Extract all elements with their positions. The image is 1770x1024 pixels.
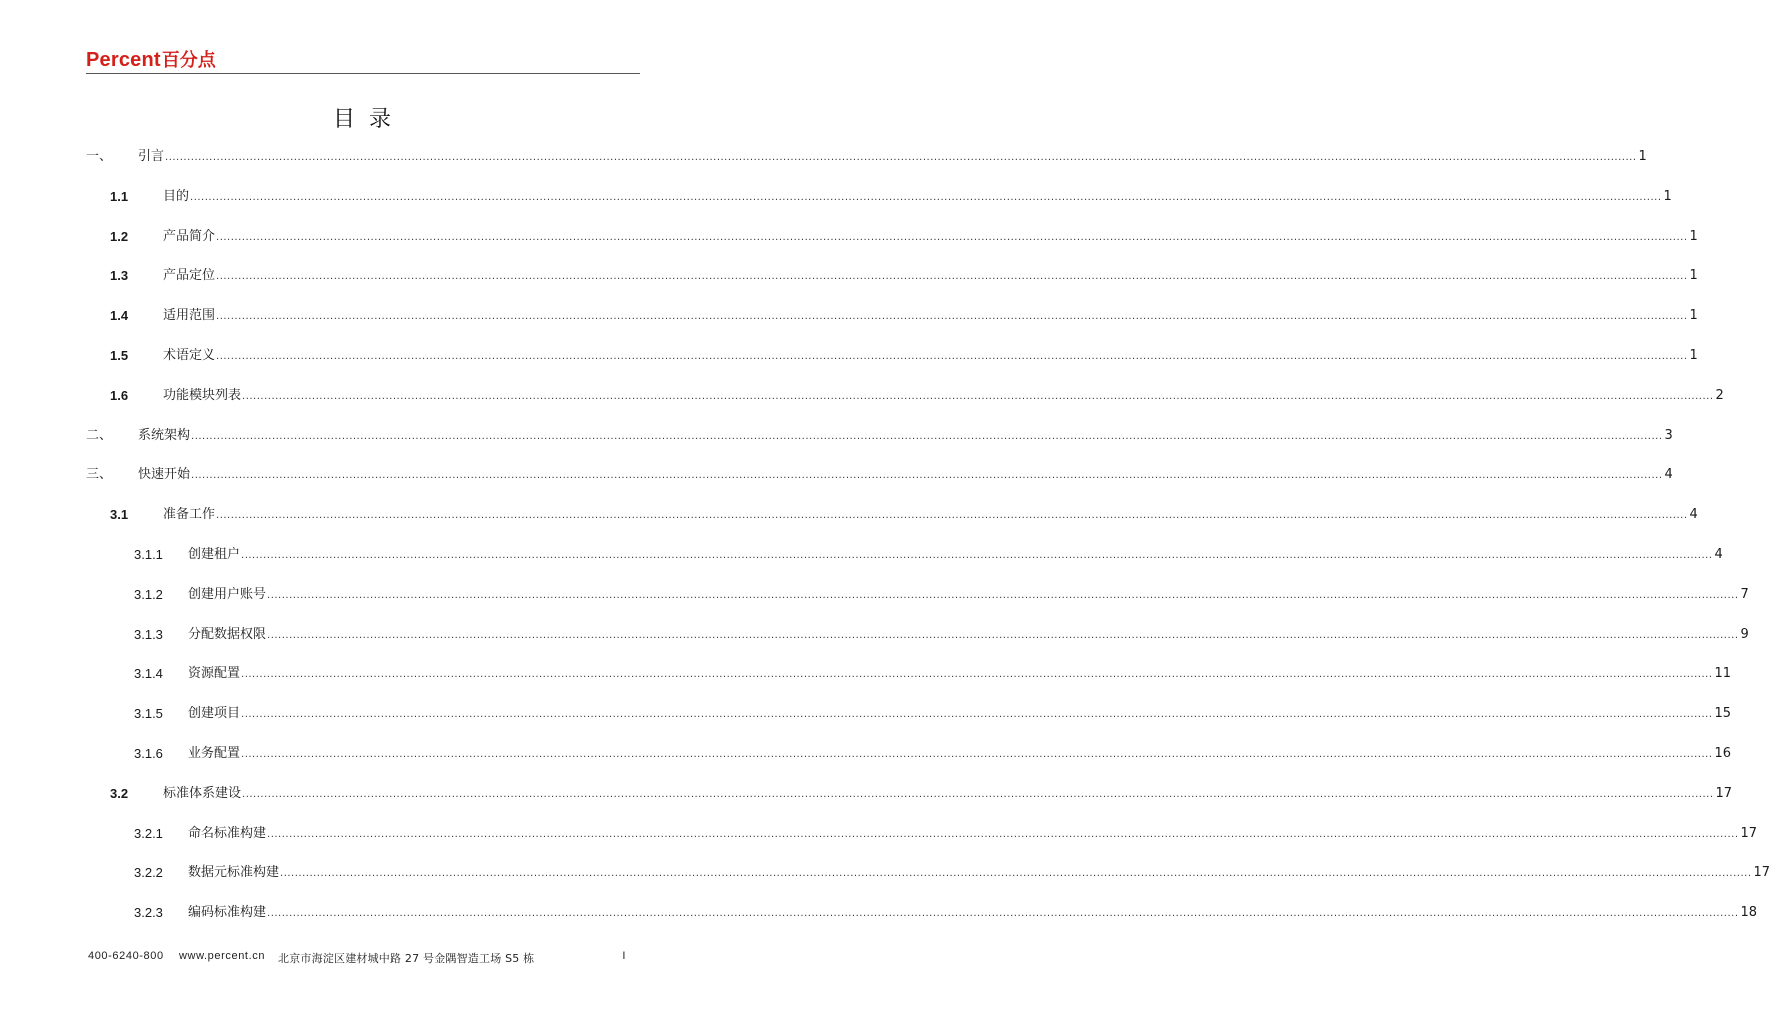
toc-entry-number: 1.3 <box>110 268 129 284</box>
toc-entry-dot-leader: ................................................................................................................................................................................................................................................................................................................................................................................................................ <box>280 868 1752 880</box>
toc-entry[interactable] <box>86 664 1732 684</box>
toc-entry-number: 3.2.3 <box>134 905 163 921</box>
toc-entry-page-number: 3 <box>1664 427 1673 443</box>
toc-entry-leader-line <box>188 664 1732 685</box>
toc-entry-page-number: 4 <box>1714 547 1723 562</box>
toc-entry-page-number: 2 <box>1715 387 1724 403</box>
toc-entry-number: 3.2 <box>110 785 129 801</box>
toc-entry-title: 分配数据权限 <box>188 625 267 645</box>
toc-entry-leader-line <box>163 386 1724 407</box>
toc-entry-title: 产品简介 <box>163 227 216 247</box>
toc-entry-title: 命名标准构建 <box>188 824 267 844</box>
toc-entry-leader-line <box>188 625 1749 646</box>
toc-entry[interactable] <box>86 505 1698 525</box>
toc-entry-dot-leader: ................................................................................................................................................................................................................................................................................................................................................................................................................ <box>241 749 1713 760</box>
toc-entry[interactable] <box>86 863 1770 883</box>
toc-entry-leader-line <box>188 585 1749 606</box>
toc-entry-page-number: 17 <box>1753 865 1770 881</box>
toc-entry-number: 1.5 <box>110 348 129 363</box>
toc-entry-number: 3.1.6 <box>134 746 163 761</box>
toc-entry-title: 准备工作 <box>163 505 216 525</box>
toc-entry-number: 3.2.1 <box>134 825 163 841</box>
toc-entry-dot-leader: ................................................................................................................................................................................................................................................................................................................................................................................................................ <box>242 788 1714 800</box>
toc-entry-leader-line <box>138 426 1673 447</box>
toc-entry[interactable] <box>86 704 1732 724</box>
toc-entry[interactable] <box>86 266 1698 286</box>
toc-entry-leader-line <box>188 863 1770 884</box>
toc-entry-leader-line <box>163 306 1698 327</box>
toc-entry-number: 1.4 <box>110 308 129 324</box>
toc-entry-leader-line <box>188 744 1732 765</box>
toc-entry-number: 二、 <box>86 427 113 443</box>
toc-entry-leader-line <box>188 545 1723 566</box>
toc-entry-title: 产品定位 <box>163 266 216 286</box>
toc-entry-page-number: 17 <box>1740 825 1758 841</box>
toc-entry-title: 编码标准构建 <box>188 903 267 923</box>
toc-entry[interactable] <box>86 824 1758 844</box>
toc-entry-title: 创建项目 <box>188 704 241 724</box>
toc-entry-dot-leader: ................................................................................................................................................................................................................................................................................................................................................................................................................ <box>216 231 1688 243</box>
toc-entry-number: 3.1.4 <box>134 666 163 682</box>
toc-entry-title: 标准体系建设 <box>163 784 242 804</box>
toc-entry-title: 引言 <box>138 147 165 167</box>
toc-entry-title: 系统架构 <box>138 426 191 446</box>
toc-entry-leader-line <box>188 824 1758 845</box>
page-title: 目录 <box>332 107 405 132</box>
toc-entry-page-number: 15 <box>1714 706 1732 722</box>
toc-entry-leader-line <box>138 465 1673 486</box>
toc-entry-number: 1.6 <box>110 387 129 403</box>
toc-entry-page-number: 1 <box>1689 268 1698 284</box>
toc-entry-number: 3.1.2 <box>134 586 163 602</box>
toc-entry-number: 3.1.5 <box>134 706 163 722</box>
toc-entry[interactable] <box>86 784 1733 804</box>
toc-entry-page-number: 17 <box>1715 785 1733 801</box>
toc-entry-dot-leader: ................................................................................................................................................................................................................................................................................................................................................................................................................ <box>241 550 1713 561</box>
toc-entry-title: 功能模块列表 <box>163 386 242 406</box>
toc-entry[interactable] <box>86 386 1724 406</box>
toc-entry-dot-leader: ................................................................................................................................................................................................................................................................................................................................................................................................................ <box>241 709 1713 721</box>
toc-entry-leader-line <box>163 187 1672 208</box>
toc-entry-dot-leader: ................................................................................................................................................................................................................................................................................................................................................................................................................ <box>216 311 1688 323</box>
toc-entry-dot-leader: ................................................................................................................................................................................................................................................................................................................................................................................................................ <box>216 351 1688 362</box>
toc-entry-page-number: 1 <box>1689 348 1698 363</box>
toc-entry-page-number: 1 <box>1689 308 1698 324</box>
toc-entry[interactable] <box>86 625 1749 645</box>
toc-entry-dot-leader: ................................................................................................................................................................................................................................................................................................................................................................................................................ <box>242 390 1714 402</box>
toc-entry-page-number: 1 <box>1663 188 1672 204</box>
toc-entry[interactable] <box>86 187 1672 207</box>
toc-entry-dot-leader: ................................................................................................................................................................................................................................................................................................................................................................................................................ <box>190 191 1662 203</box>
toc-entry-leader-line <box>188 903 1758 924</box>
toc-entry-page-number: 16 <box>1714 746 1732 761</box>
toc-entry-dot-leader: ................................................................................................................................................................................................................................................................................................................................................................................................................ <box>216 271 1688 283</box>
toc-entry[interactable] <box>86 585 1749 605</box>
footer-address: 北京市海淀区建材城中路 27 号金隅智造工场 S5 栋 <box>278 952 535 965</box>
toc-entry-title: 创建租户 <box>188 545 241 565</box>
toc-entry-number: 1.1 <box>110 188 129 204</box>
toc-entry-title: 业务配置 <box>188 744 241 764</box>
toc-entry-title: 创建用户账号 <box>188 585 267 605</box>
toc-entry-title: 适用范围 <box>163 306 216 326</box>
toc-entry-title: 资源配置 <box>188 664 241 684</box>
toc-entry[interactable] <box>86 903 1758 923</box>
footer-page-number: I <box>622 950 626 962</box>
toc-entry-page-number: 4 <box>1689 507 1698 523</box>
toc-entry-number: 一、 <box>86 149 113 164</box>
toc-entry-leader-line <box>163 266 1698 287</box>
footer-website[interactable]: www.percent.cn <box>179 950 266 962</box>
toc-entry-title: 数据元标准构建 <box>188 863 280 883</box>
toc-entry[interactable] <box>86 744 1732 764</box>
toc-entry-title: 快速开始 <box>138 465 191 485</box>
toc-entry[interactable] <box>86 306 1698 326</box>
toc-entry-page-number: 1 <box>1689 228 1698 244</box>
toc-entry-leader-line <box>163 784 1733 805</box>
toc-entry-title: 目的 <box>163 187 190 207</box>
toc-entry-dot-leader: ................................................................................................................................................................................................................................................................................................................................................................................................................ <box>165 152 1637 163</box>
toc-entry-page-number: 9 <box>1740 626 1749 642</box>
toc-entry-number: 3.1 <box>110 507 129 523</box>
toc-entry-dot-leader: ................................................................................................................................................................................................................................................................................................................................................................................................................ <box>191 430 1663 442</box>
toc-entry-number: 三、 <box>86 467 113 483</box>
toc-entry-dot-leader: ................................................................................................................................................................................................................................................................................................................................................................................................................ <box>216 510 1688 522</box>
toc-entry-dot-leader: ................................................................................................................................................................................................................................................................................................................................................................................................................ <box>267 828 1739 840</box>
toc-entry[interactable] <box>86 545 1723 565</box>
logo-text-cn: 百分点 <box>161 50 216 71</box>
toc-entry-page-number: 1 <box>1638 149 1647 164</box>
toc-entry[interactable] <box>86 465 1673 485</box>
toc-entry-title: 术语定义 <box>163 346 216 366</box>
toc-entry-number: 3.1.3 <box>134 626 163 642</box>
toc-entry[interactable] <box>86 426 1673 446</box>
toc-entry-leader-line <box>163 505 1698 526</box>
toc-entry-leader-line <box>138 147 1647 168</box>
toc-entry-dot-leader: ................................................................................................................................................................................................................................................................................................................................................................................................................ <box>267 589 1739 601</box>
toc-entry-dot-leader: ................................................................................................................................................................................................................................................................................................................................................................................................................ <box>267 908 1739 920</box>
header <box>86 46 216 72</box>
toc-entry-leader-line <box>163 346 1698 367</box>
toc-entry-leader-line <box>188 704 1732 725</box>
header-divider <box>86 73 640 74</box>
toc-entry-number: 1.2 <box>110 228 129 244</box>
toc-entry-number: 3.2.2 <box>134 865 163 881</box>
toc-entry[interactable] <box>86 147 1647 167</box>
toc-entry[interactable] <box>86 346 1698 366</box>
logo-text-en: Percent <box>86 49 161 71</box>
toc-entry-page-number: 4 <box>1664 467 1673 483</box>
toc-entry-dot-leader: ................................................................................................................................................................................................................................................................................................................................................................................................................ <box>267 629 1739 641</box>
toc-entry-number: 3.1.1 <box>134 547 163 562</box>
toc-entry-page-number: 18 <box>1740 905 1758 921</box>
footer-phone: 400-6240-800 <box>88 950 164 962</box>
toc-entry-dot-leader: ................................................................................................................................................................................................................................................................................................................................................................................................................ <box>241 669 1713 681</box>
toc-entry-dot-leader: ................................................................................................................................................................................................................................................................................................................................................................................................................ <box>191 470 1663 482</box>
toc-entry[interactable] <box>86 227 1698 247</box>
company-logo <box>86 46 216 72</box>
toc-entry-leader-line <box>163 227 1698 248</box>
toc-entry-page-number: 11 <box>1714 666 1732 682</box>
toc-entry-page-number: 7 <box>1740 586 1749 602</box>
